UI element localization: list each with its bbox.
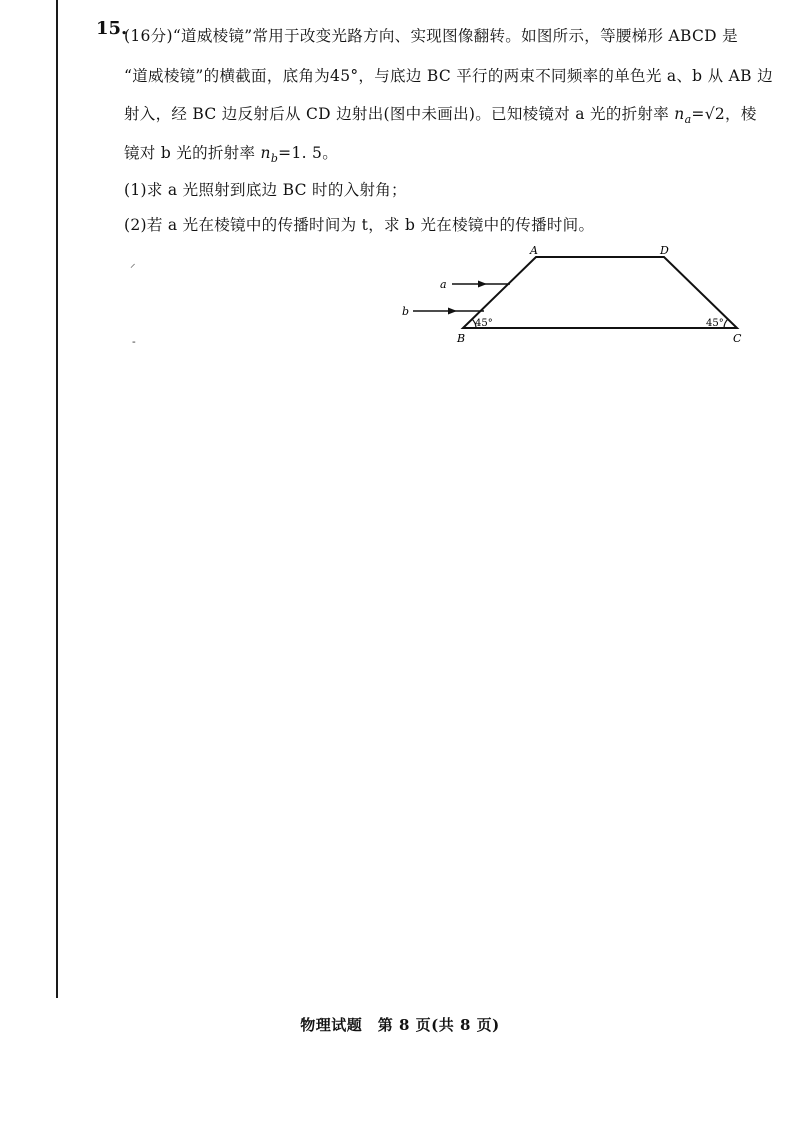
trapezoid-abcd [463, 257, 737, 328]
nb-subscript: b [270, 152, 279, 165]
question-line-3-text: 射入，经 BC 边反射后从 CD 边射出(图中未画出)。已知棱镜对 a 光的折射率 [124, 105, 670, 123]
nb-symbol: n [260, 144, 271, 162]
angle-label-b: 45° [475, 318, 493, 329]
ray-label-b: b [402, 305, 410, 318]
ray-a-arrow [478, 281, 487, 288]
page-footer: 物理试题 第 8 页(共 8 页) [300, 1016, 500, 1034]
scan-mark: - [132, 335, 136, 348]
na-value: =√2，棱 [691, 105, 757, 123]
na-symbol: n [674, 105, 685, 123]
question-number: 15. [96, 18, 128, 39]
subquestion-1: (1)求 a 光照射到底边 BC 时的入射角； [124, 181, 407, 199]
question-line-1: (16分)“道威棱镜”常用于改变光路方向、实现图像翻转。如图所示，等腰梯形 ABCD 是 [124, 27, 738, 45]
angle-label-c: 45° [706, 318, 724, 329]
vertex-label-c: C [733, 332, 742, 345]
question-line-4-text: 镜对 b 光的折射率 [124, 144, 256, 162]
question-line-2: “道威棱镜”的横截面，底角为45°，与底边 BC 平行的两束不同频率的单色光 a、b 从 AB 边 [124, 67, 773, 85]
na-subscript: a [684, 113, 692, 126]
ray-b-arrow [448, 308, 457, 315]
angle-arc-c [724, 319, 728, 328]
subquestion-2: (2)若 a 光在棱镜中的传播时间为 t，求 b 光在棱镜中的传播时间。 [124, 216, 595, 234]
vertex-label-a: A [530, 244, 538, 257]
vertex-label-d: D [660, 244, 669, 257]
ray-label-a: a [440, 278, 447, 291]
vertex-label-b: B [457, 332, 466, 345]
nb-value: =1. 5。 [278, 144, 339, 162]
scan-mark: ⸝ [130, 257, 136, 270]
prism-diagram [0, 0, 800, 360]
